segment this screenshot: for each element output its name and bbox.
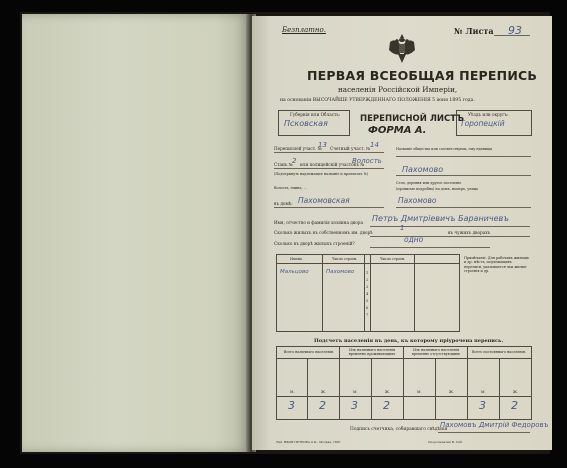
floors-value: одно: [404, 235, 424, 244]
summary-sub-m-3: М.: [417, 390, 422, 394]
signature-label: Подпись счетчика, собиравшаго свѣдѣнія: [350, 427, 448, 432]
small-table-col-rule-4: [414, 254, 415, 332]
summary-value-7: 3: [479, 399, 486, 412]
place-extra-label: въ домѣ:: [274, 201, 293, 206]
summary-head-rule-1: [276, 358, 532, 359]
village-value-top: Пахомово: [402, 165, 444, 174]
summary-value-2: 2: [319, 399, 326, 412]
summary-sub-f-3: Ж.: [449, 390, 454, 394]
summary-sub-f-1: Ж.: [321, 390, 326, 394]
village-underline-top: [396, 175, 531, 176]
stan-underline: [274, 168, 384, 169]
settlement-label: Названіе общества или соответствующ. ему единицы: [396, 147, 493, 151]
summary-head-2: Изъ наличнаго населенія временно проживающихъ: [348, 348, 396, 357]
summary-head-3: Изъ наличнаго населенія временно отсутствующихъ: [411, 348, 461, 357]
settlement-underline: [396, 156, 531, 157]
footer-left: Тип. ЯКОВ ПЕТРОВА и К., Москва, 1897: [276, 440, 341, 444]
summary-sub-m-1: М.: [290, 390, 295, 394]
summary-sub-f-4: Ж.: [513, 390, 518, 394]
small-table-col-rule-3: [370, 254, 371, 332]
left-blank-page: [22, 14, 250, 452]
stan-value: 2: [292, 157, 297, 165]
houses-label: Сколько жилыхъ въ собственномъ им. дворѣ: [274, 230, 373, 235]
village-note: (прописью подробно) на домъ, номеръ, улица: [396, 187, 478, 191]
page-number: 93: [508, 24, 522, 37]
schetny-label: Счетный участ. №: [330, 146, 371, 151]
owner-label: Имя, отчество и фамилія хозяина двора: [274, 220, 363, 225]
small-table-col3-head: Число строен.: [380, 257, 406, 261]
settlement-note: (Подчеркнуть надлежащее названіе и прописать №): [274, 172, 368, 176]
census-basis: на основаніи ВЫСОЧАЙШЕ УТВЕРЖДЕННАГО ПОЛОЖЕНІЯ 5 іюня 1895 года.: [280, 98, 475, 103]
sheet-number-label: № Листа: [454, 26, 494, 36]
place-underline: [274, 207, 384, 208]
summary-head-rule-2: [276, 396, 532, 397]
owner-value: Петръ Дмитріевичъ Бараничевъ: [372, 214, 509, 223]
uchastok-value: 13: [318, 141, 327, 149]
summary-head-4: Всего постояннаго населенія.: [472, 350, 526, 354]
volost-value: Волость: [352, 157, 382, 165]
small-table-row-numbers: 1 2 3 4 5 6 7: [366, 271, 369, 317]
volost-label: или полицейскій участокъ №: [300, 162, 365, 167]
small-table-col2-head: Число строен.: [332, 257, 358, 261]
census-form-page: [252, 16, 552, 450]
form-title-line1: ПЕРЕПИСНОЙ ЛИСТЪ: [360, 114, 465, 124]
free-label: Безплатно.: [282, 26, 326, 34]
form-title-line2: ФОРМА А.: [368, 125, 427, 136]
uezd-label: Уѣздъ или округъ:: [468, 112, 509, 117]
small-table-hand-2: Пахомово: [326, 269, 355, 275]
stan-label: Станъ №: [274, 162, 293, 167]
census-subtitle: населенія Россійской Имперіи,: [338, 85, 458, 94]
small-table-col1-head: Имена: [290, 257, 302, 261]
summary-value-3: 3: [351, 399, 358, 412]
small-table-col-rule-1: [322, 254, 323, 332]
footer-right: Скоропечатня В. Спб.: [428, 440, 463, 444]
census-title: ПЕРВАЯ ВСЕОБЩАЯ ПЕРЕПИСЬ: [307, 68, 538, 83]
schetny-value: 14: [370, 141, 379, 149]
summary-half-rule-3: [435, 358, 436, 420]
place-value: Пахомовская: [298, 196, 350, 205]
uchastok-underline: [274, 152, 384, 153]
owner-underline: [370, 226, 530, 227]
gubernia-value: Псковская: [284, 119, 328, 128]
place-label: Волость, гмина, ...: [274, 186, 307, 190]
village-value-bottom: Пахомово: [398, 196, 437, 205]
summary-sub-m-2: М.: [353, 390, 358, 394]
summary-value-1: 3: [288, 399, 295, 412]
summary-title: Подсчетъ населенія въ день, къ которому пріурочена перепись.: [314, 338, 504, 344]
floors-underline: [370, 247, 490, 248]
village-underline-bottom: [396, 207, 531, 208]
summary-half-rule-1: [307, 358, 308, 420]
uchastok-label: Переписной участ. №: [274, 146, 322, 151]
village-label: Село, деревня или другое поселеніе: [396, 181, 462, 185]
signature-underline: [438, 432, 530, 433]
houses-value: 1: [400, 224, 405, 232]
summary-half-rule-4: [499, 358, 500, 420]
small-table-hand-1: Мальцово: [280, 269, 309, 275]
gubernia-label: Губернія или Область:: [290, 112, 341, 117]
summary-half-rule-2: [371, 358, 372, 420]
small-table-col-rule-2: [364, 254, 365, 332]
summary-value-4: 2: [383, 399, 390, 412]
houses-underline: [370, 236, 530, 237]
signature-value: Пахомовъ Дмитрій Федоровъ: [440, 421, 549, 429]
imperial-eagle-crest: [387, 32, 417, 70]
small-table-header-rule: [276, 263, 460, 264]
summary-value-8: 2: [511, 399, 518, 412]
summary-sub-m-4: М.: [481, 390, 486, 394]
uezd-value: Торопецкій: [460, 119, 505, 128]
note-right: Примѣчаніе. Для рабочихъ жилищъ и др. мѣстъ, подлежащихъ переписи, указывается чьи жилые строенія и др.: [464, 256, 529, 274]
summary-head-1: Всего наличнаго населенія.: [283, 350, 335, 354]
summary-sub-f-2: Ж.: [385, 390, 390, 394]
strangers-label: въ чужихъ дворахъ: [448, 230, 491, 235]
floors-label: Сколько въ дворѣ жилыхъ строеній?: [274, 241, 355, 246]
